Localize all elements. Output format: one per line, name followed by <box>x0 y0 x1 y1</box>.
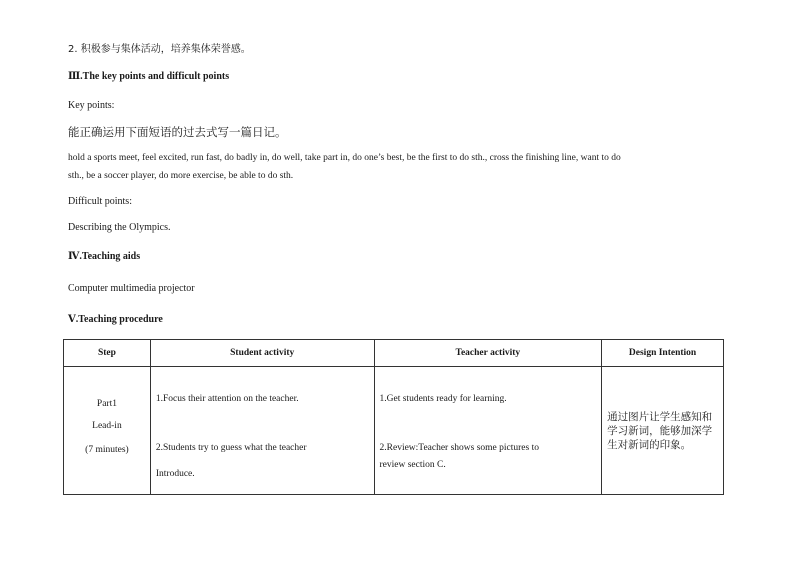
student-activity-1: 1.Focus their attention on the teacher. <box>155 394 299 404</box>
teaching-aids-text: Computer multimedia projector <box>68 283 195 294</box>
phrases-line-1: hold a sports meet, feel excited, run fast, do badly in, do well, take part in, do one’s best, be the first to do sth., cross the finishing line, want to do <box>68 153 621 163</box>
header-teacher-activity: Teacher activity <box>374 340 602 367</box>
goal-2: 2. 积极参与集体活动，培养集体荣誉感。 <box>68 44 251 55</box>
key-points-label: Key points: <box>68 100 115 111</box>
step-cell <box>64 367 151 495</box>
student-activity-cell <box>150 367 374 495</box>
table-header-row <box>64 340 724 367</box>
teacher-activity-2-cont: review section C. <box>379 460 446 470</box>
teacher-activity-cell <box>374 367 602 495</box>
step-duration: (7 minutes) <box>85 445 129 455</box>
section-3-title: Ⅲ.The key points and difficult points <box>68 71 230 82</box>
section-5-title: Ⅴ.Teaching procedure <box>68 314 163 325</box>
teaching-procedure-table <box>63 339 724 495</box>
header-student-activity: Student activity <box>150 340 374 367</box>
section-4-title: Ⅳ.Teaching aids <box>68 251 141 262</box>
key-points-cn: 能正确运用下面短语的过去式写一篇日记。 <box>68 125 287 139</box>
header-design-intention: Design Intention <box>602 340 724 367</box>
step-part: Part1 <box>96 399 117 409</box>
header-step: Step <box>64 340 151 367</box>
design-intention-cell <box>602 367 724 495</box>
design-intention-text: 通过图片让学生感知和学习新词，能够加深学生对新词的印象。 <box>607 410 713 451</box>
difficult-points-label: Difficult points: <box>68 196 132 207</box>
phrases-line-2: sth., be a soccer player, do more exercise, be able to do sth. <box>68 171 294 181</box>
difficult-points-text: Describing the Olympics. <box>68 222 171 233</box>
teacher-activity-2: 2.Review:Teacher shows some pictures to <box>379 443 539 453</box>
student-activity-2: 2.Students try to guess what the teacher <box>155 443 307 453</box>
teacher-activity-1: 1.Get students ready for learning. <box>379 394 507 404</box>
step-name: Lead-in <box>92 421 122 431</box>
student-activity-2-cont: Introduce. <box>155 469 195 479</box>
table-row <box>64 367 724 495</box>
